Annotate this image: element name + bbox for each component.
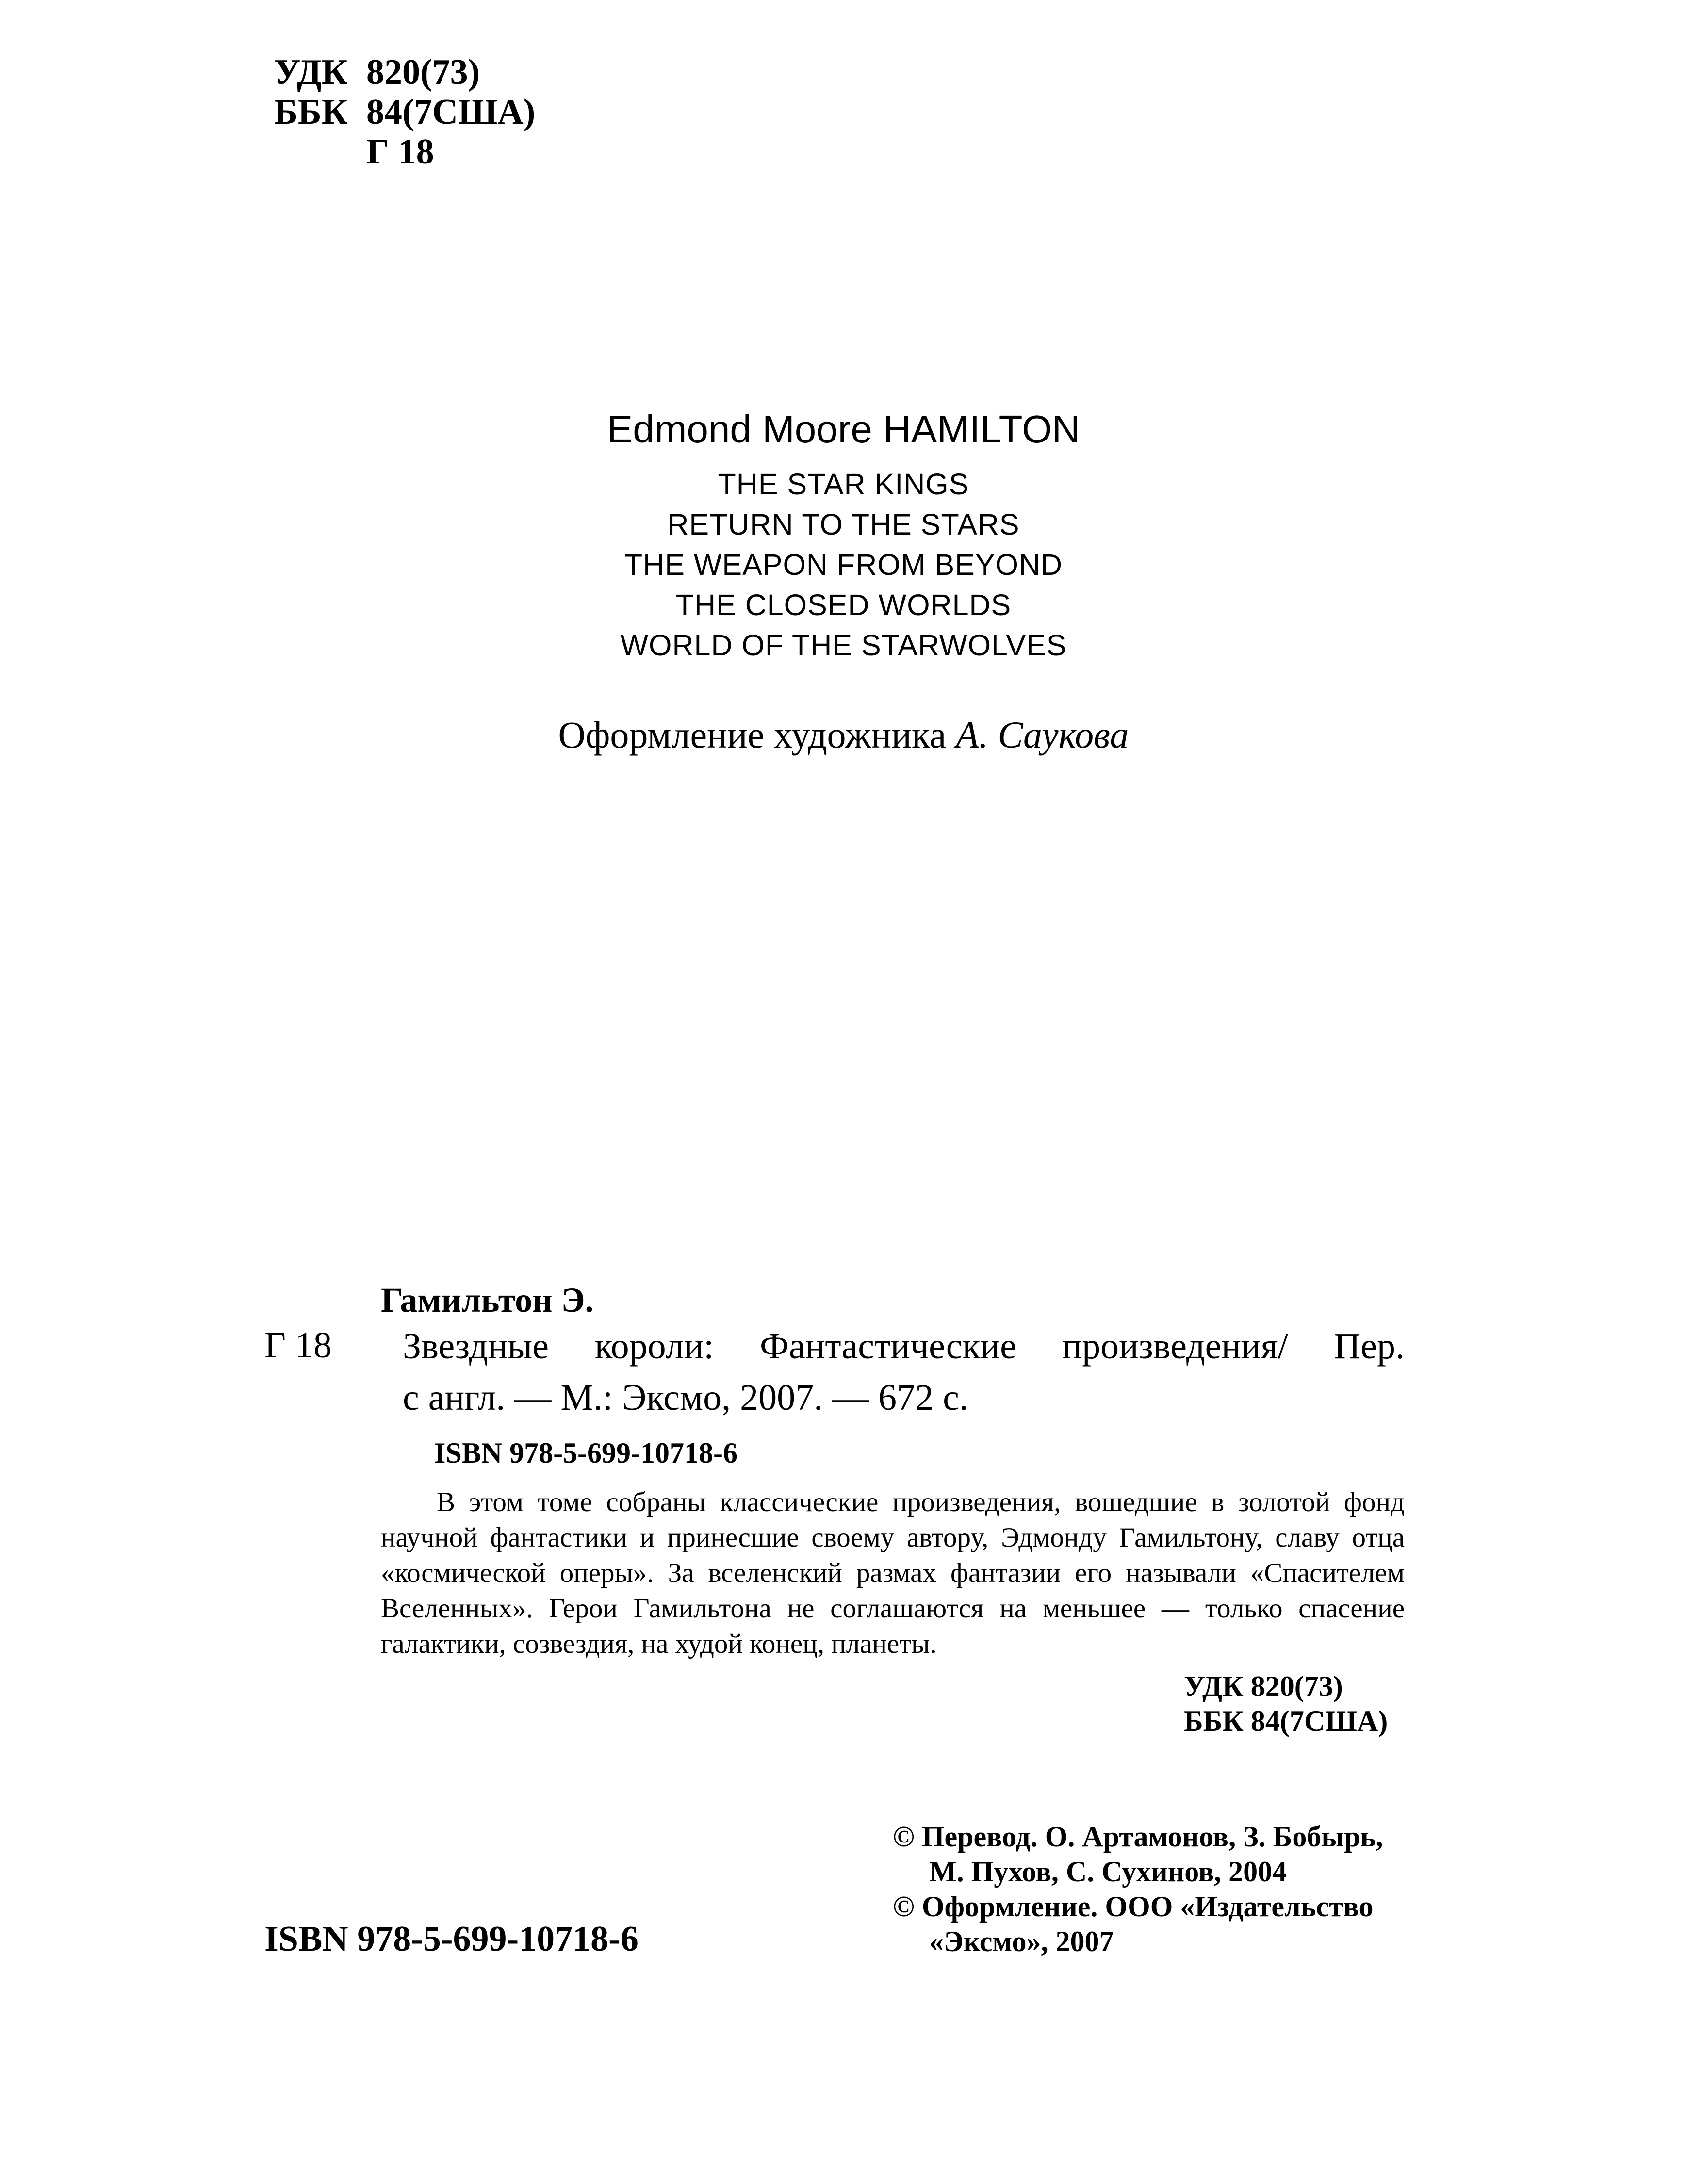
copyright-translation-line-1: © Перевод. О. Артамонов, З. Бобырь, <box>893 1821 1383 1853</box>
copyright-block <box>893 1819 1383 1959</box>
original-title: WORLD OF THE STARWOLVES <box>620 629 1067 662</box>
annotation: В этом томе собраны классические произведения, вошедшие в золотой фонд научной фантастики и принесшие своему автору, Эдмонду Гамильтону, славу отца «космической оперы». За вселенский размах фантазии его называли «Спасителем Вселенных». Герои Гамильтона не соглашаются на меньшее — только спасение галактики, созвездия, на худой конец, планеты. <box>381 1487 1405 1659</box>
original-title: THE STAR KINGS <box>718 468 969 501</box>
design-credit <box>0 711 1687 759</box>
copyright-design-line-1: © Оформление. ООО «Издательство <box>893 1891 1374 1923</box>
bbk-value: 84(7США) <box>366 92 536 132</box>
card-bbk: ББК 84(7США) <box>1184 1705 1388 1737</box>
card-classification-codes <box>1184 1669 1388 1739</box>
udk-label: УДК <box>274 52 348 92</box>
card-isbn: ISBN 978-5-699-10718-6 <box>434 1437 737 1469</box>
original-title: THE WEAPON FROM BEYOND <box>624 548 1063 581</box>
card-udk: УДК 820(73) <box>1184 1670 1343 1702</box>
card-title-block <box>403 1320 1405 1423</box>
original-titles-list <box>0 464 1687 666</box>
classification-codes <box>274 52 535 172</box>
original-title: THE CLOSED WORLDS <box>675 588 1012 621</box>
isbn-main: ISBN 978-5-699-10718-6 <box>264 1919 639 1959</box>
copyright-translation <box>893 1819 1383 1889</box>
original-edition-block <box>0 405 1687 666</box>
card-title-line-1: Звездные короли: Фантастические произведения/ Пер. <box>403 1326 1405 1367</box>
copyright-design <box>893 1889 1383 1959</box>
copyright-design-line-2: «Эксмо», 2007 <box>929 1925 1114 1957</box>
original-author: Edmond Moore HAMILTON <box>606 407 1081 451</box>
design-credit-prefix: Оформление художника <box>558 714 947 756</box>
author-mark-row <box>274 132 535 172</box>
copyright-translation-line-2: М. Пухов, С. Сухинов, 2004 <box>929 1856 1287 1888</box>
bbk-row <box>274 92 535 132</box>
udk-value: 820(73) <box>366 52 480 92</box>
card-title-line-2: с англ. — М.: Эксмо, 2007. — 672 с. <box>403 1377 968 1418</box>
card-author: Гамильтон Э. <box>381 1281 594 1320</box>
author-mark: Г 18 <box>366 132 434 172</box>
udk-row <box>274 52 535 92</box>
original-title: RETURN TO THE STARS <box>667 508 1020 541</box>
card-author-mark: Г 18 <box>264 1325 332 1366</box>
bbk-label: ББК <box>274 92 348 132</box>
design-credit-artist: А. Саукова <box>955 714 1129 756</box>
